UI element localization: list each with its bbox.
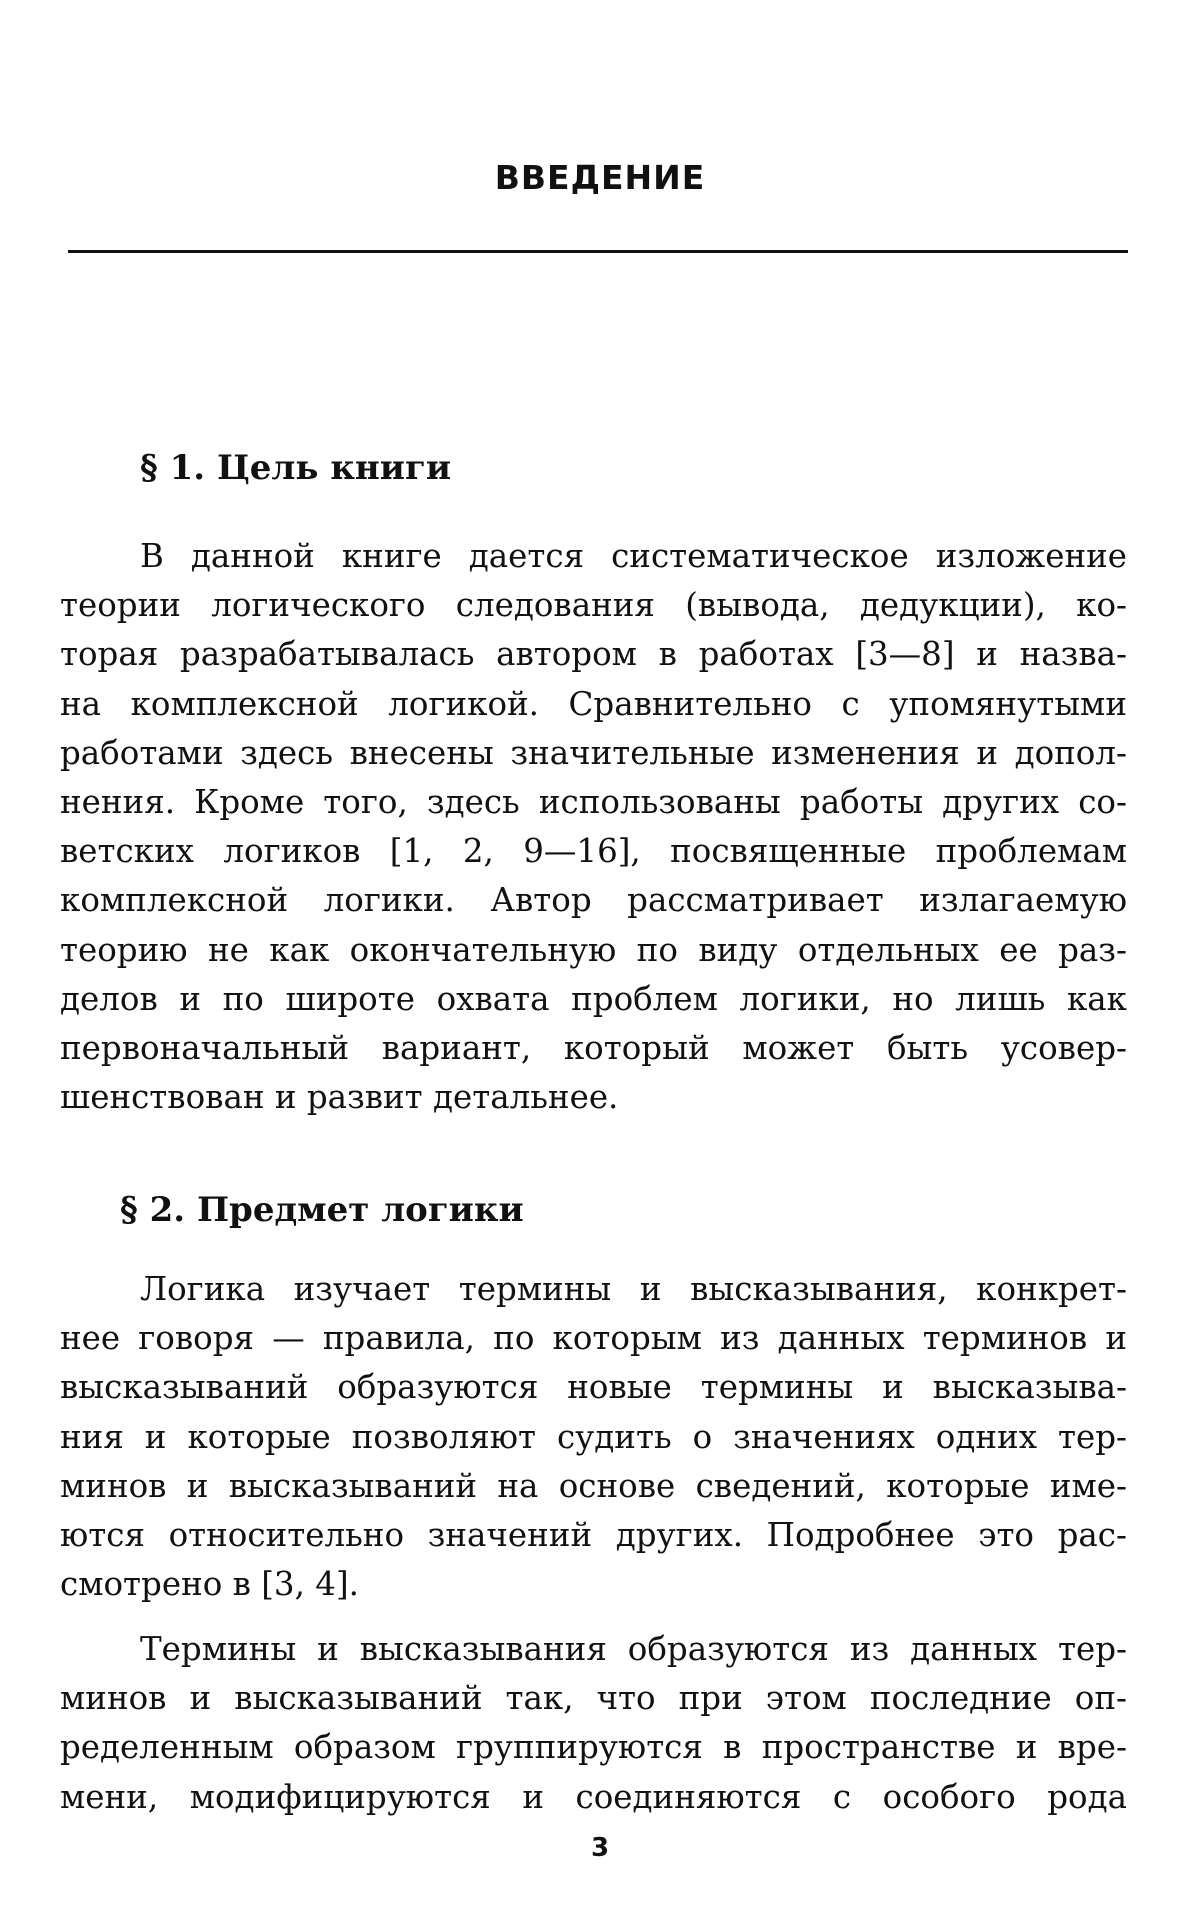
text-line: нения. Кроме того, здесь использованы работы других со- — [60, 782, 1127, 821]
text-line: теории логического следования (вывода, дедукции), ко- — [60, 586, 1127, 625]
section-heading-1: § 1. Цель книги — [140, 448, 452, 488]
text-line: мени, модифицируются и соединяются с особого рода — [60, 1777, 1127, 1816]
title-divider — [68, 250, 1128, 253]
text-line: торая разрабатывалась автором в работах [3—8] и назва- — [60, 635, 1127, 674]
section-heading-2: § 2. Предмет логики — [120, 1190, 524, 1230]
text-line: минов и высказываний так, что при этом последние оп- — [60, 1679, 1127, 1718]
text-line: Термины и высказывания образуются из данных тер- — [140, 1630, 1127, 1668]
text-line: ветских логиков [1, 2, 9—16], посвященные проблемам — [60, 832, 1127, 871]
text-line: ются относительно значений других. Подробнее это рас- — [60, 1515, 1127, 1554]
text-line: Логика изучает термины и высказывания, конкрет- — [140, 1270, 1127, 1308]
text-line: ния и которые позволяют судить о значениях одних тер- — [60, 1417, 1127, 1456]
page-number: 3 — [590, 1833, 610, 1863]
text-line: ределенным образом группируются в пространстве и вре- — [60, 1728, 1127, 1767]
text-line: комплексной логики. Автор рассматривает излагаемую — [60, 881, 1127, 920]
text-line: первоначальный вариант, который может быть усовер- — [60, 1028, 1127, 1067]
text-line: шенствован и развит детальнее. — [60, 1078, 619, 1117]
paragraph-subject — [60, 1265, 1127, 1609]
text-line: теорию не как окончательную по виду отдельных ее раз- — [60, 930, 1127, 969]
text-line: на комплексной логикой. Сравнительно с упомянутыми — [60, 684, 1127, 723]
text-line: нее говоря — правила, по которым из данных терминов и — [60, 1319, 1127, 1358]
text-line: В данной книге дается систематическое изложение — [140, 537, 1127, 575]
text-line: смотрено в [3, 4]. — [60, 1565, 359, 1604]
text-line: минов и высказываний на основе сведений, которые име- — [60, 1466, 1127, 1505]
paragraph-formation — [60, 1625, 1127, 1822]
text-line: высказываний образуются новые термины и высказыва- — [60, 1368, 1127, 1407]
chapter-title: ВВЕДЕНИЕ — [494, 158, 706, 197]
text-line: работами здесь внесены значительные изменения и допол- — [60, 733, 1127, 772]
paragraph-purpose — [60, 532, 1127, 1122]
text-line: делов и по широте охвата проблем логики, но лишь как — [60, 979, 1127, 1018]
